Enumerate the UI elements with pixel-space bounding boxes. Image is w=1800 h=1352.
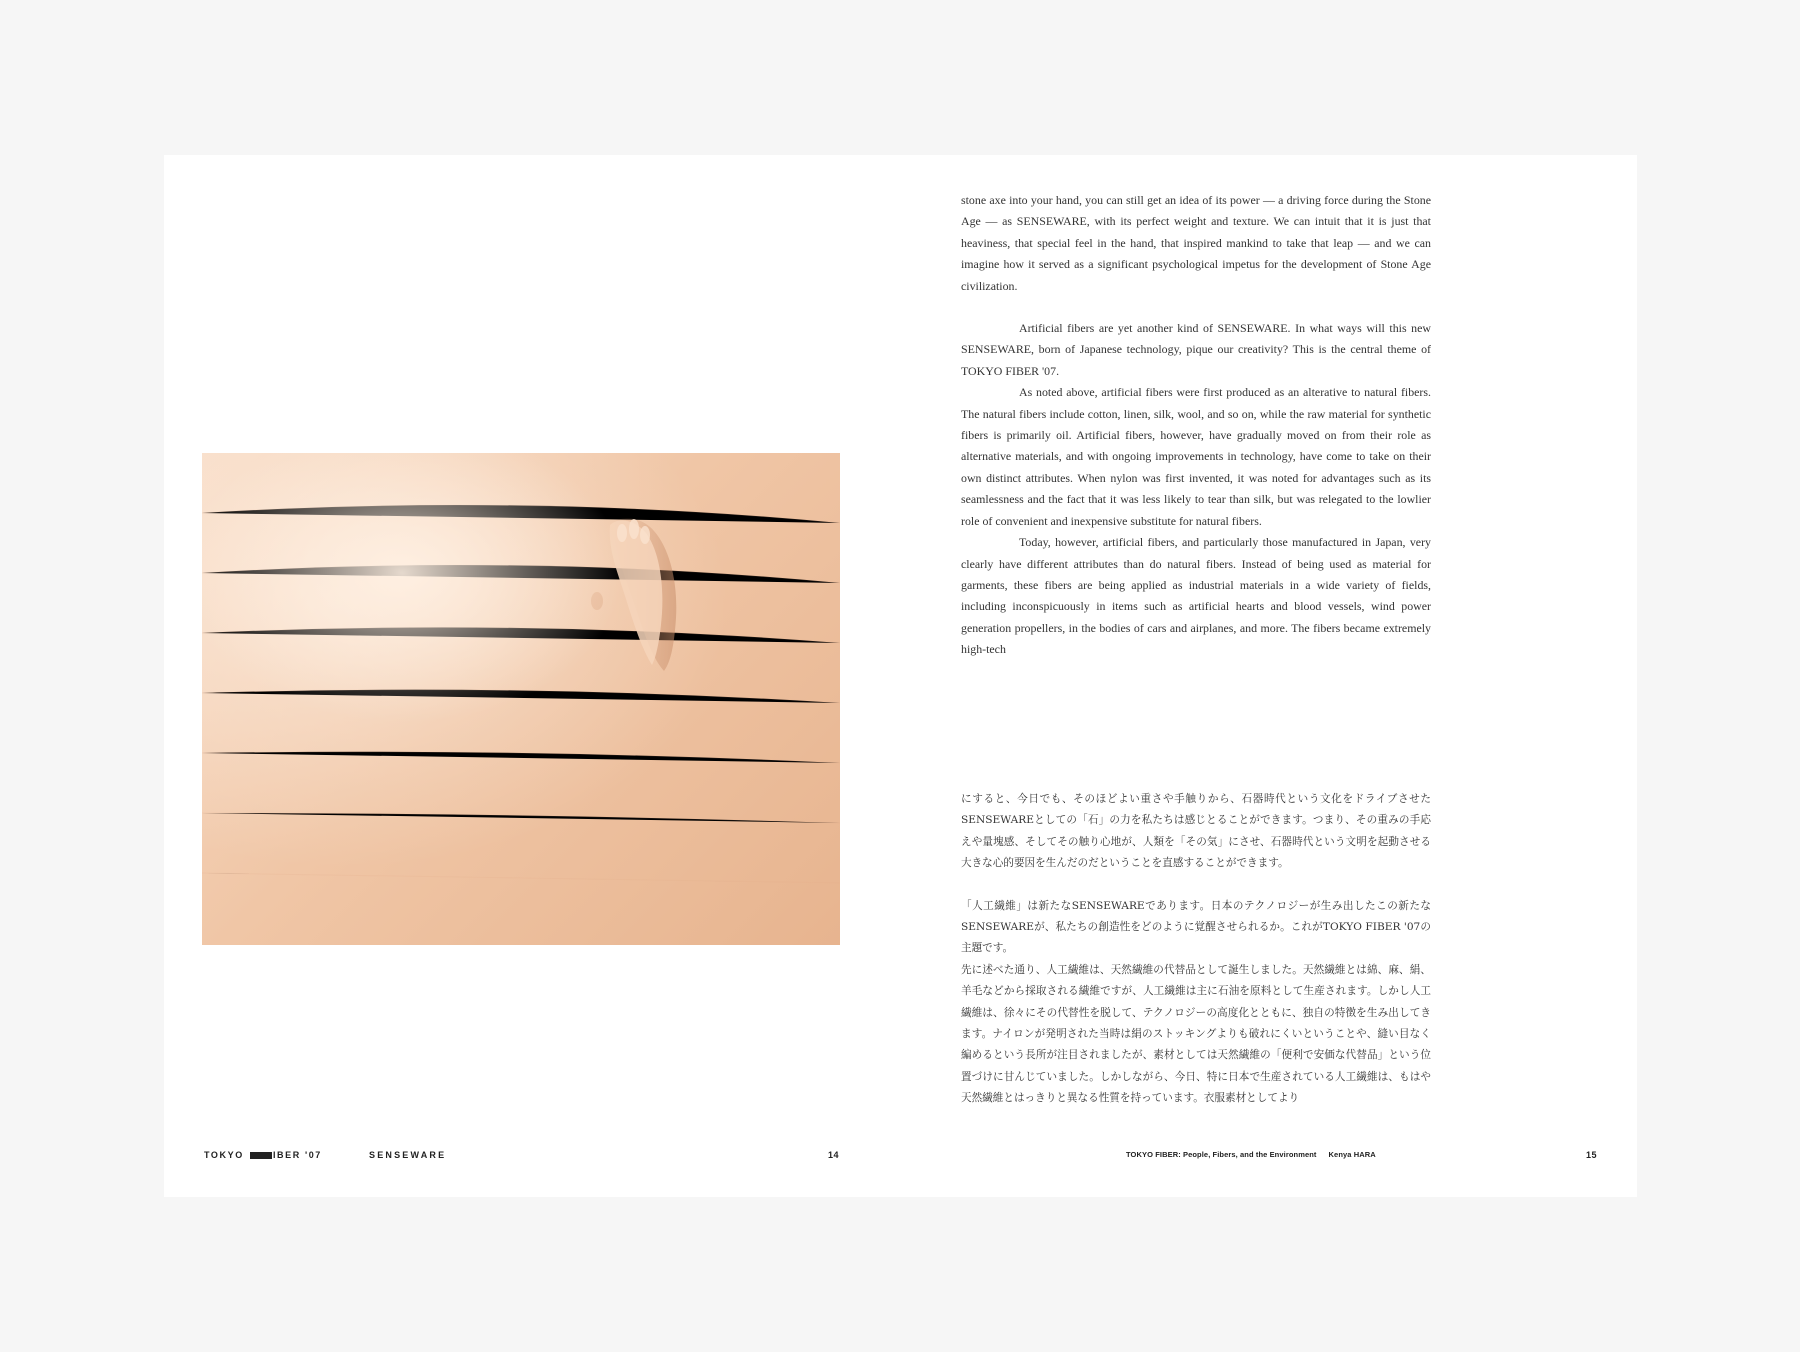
logo-text-tokyo: TOKYO <box>204 1150 248 1160</box>
running-header-right <box>1126 1150 1376 1164</box>
fabric-texture-graphic <box>202 453 840 945</box>
page-number-right: 15 <box>1586 1150 1598 1160</box>
article-title: TOKYO FIBER: People, Fibers, and the Environment <box>1126 1150 1317 1159</box>
page-number-left: 14 <box>828 1150 840 1160</box>
author-name: Kenya HARA <box>1328 1150 1376 1159</box>
english-paragraph: Artificial fibers are yet another kind of SENSEWARE. In what ways will this new SENSEWARE, born of Japanese technology, pique our creativity? This is the central theme of TOKYO FIBER '07. <box>961 321 1431 378</box>
english-body-text <box>961 190 1431 661</box>
english-paragraph: stone axe into your hand, you can still get an idea of its power — a driving force during the Stone Age — as SENSEWARE, with its perfect weight and texture. We can intuit that it is just that heaviness, that special feel in the hand, that inspired mankind to take that leap — and we can imagine how it served as a significant psychological impetus for the development of Stone Age civilization. <box>961 193 1431 293</box>
english-paragraph: Today, however, artificial fibers, and particularly those manufactured in Japan, very clearly have different attributes than do natural fibers. Instead of being used as material for garments, these fibers are being applied as industrial materials in a wide variety of fields, including inconspicuously in items such as artificial hearts and blood vessels, wind power generation propellers, in the bodies of cars and airplanes, and more. The fibers became extremely high-tech <box>961 535 1431 657</box>
japanese-body-text <box>961 789 1431 1110</box>
book-spread <box>164 155 1637 1197</box>
section-title: SENSEWARE <box>369 1150 447 1160</box>
japanese-paragraph: 「人工繊維」は新たなSENSEWAREであります。日本のテクノロジーが生み出したこの新たなSENSEWAREが、私たちの創造性をどのように覚醒させられるか。これがTOKYO FIBER '07の主題です。 <box>961 899 1431 955</box>
tokyo-fiber-logo <box>204 1150 322 1164</box>
fabric-hand-impression-photo <box>202 453 840 945</box>
logo-text-fiber: IBER '07 <box>272 1150 322 1160</box>
japanese-paragraph: 先に述べた通り、人工繊維は、天然繊維の代替品として誕生しました。天然繊維とは綿、麻、絹、羊毛などから採取される繊維ですが、人工繊維は主に石油を原料として生産されます。しかし人工繊維は、徐々にその代替性を脱して、テクノロジーの高度化とともに、独自の特徴を生み出してきます。ナイロンが発明された当時は絹のストッキングよりも破れにくいということや、縫い目なく編めるという長所が注目されましたが、素材としては天然繊維の「便利で安価な代替品」という位置づけに甘んじていました。しかしながら、今日、特に日本で生産されている人工繊維は、もはや天然繊維とはっきりと異なる性質を持っています。衣服素材としてより <box>961 963 1431 1105</box>
english-paragraph: As noted above, artificial fibers were first produced as an alterative to natural fibers. The natural fibers include cotton, linen, silk, wool, and so on, while the raw material for synthetic fibers is primarily oil. Artificial fibers, however, have gradually moved on from their role as alternative materials, and with ongoing improvements in technology, have come to take on their own distinct attributes. When nylon was first invented, it was noted for advantages such as its seamlessness and the fact that it was less likely to tear than silk, but was relegated to the lowlier role of convenient and inexpensive substitute for natural fibers. <box>961 385 1431 528</box>
logo-bar-icon <box>250 1152 272 1159</box>
japanese-paragraph: にすると、今日でも、そのほどよい重さや手触りから、石器時代という文化をドライブさせたSENSEWAREとしての「石」の力を私たちは感じとることができます。つまり、その重みの手応えや量塊感、そしてその触り心地が、人類を「その気」にさせ、石器時代という文明を起動させる大きな心的要因を生んだのだということを直感することができます。 <box>961 793 1431 870</box>
